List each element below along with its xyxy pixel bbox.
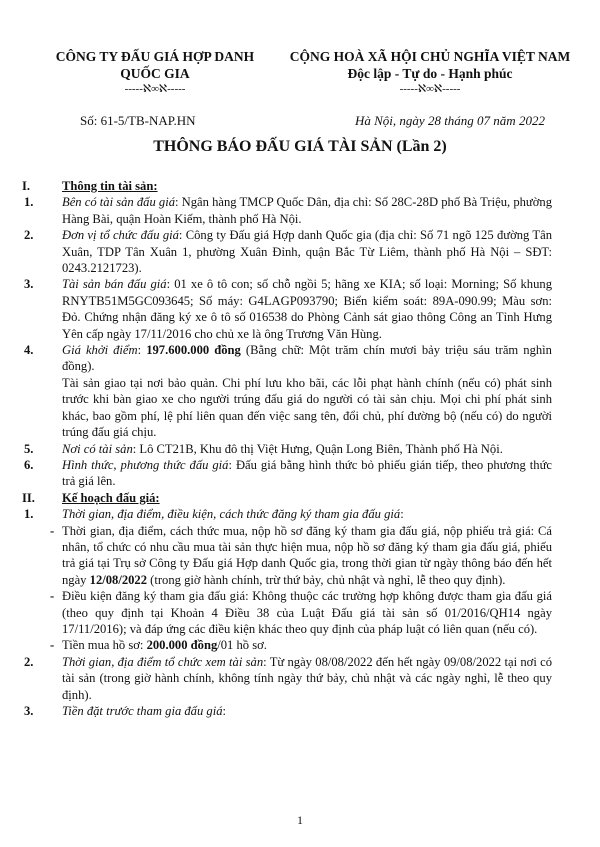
deadline-date: 12/08/2022	[89, 572, 148, 587]
item-label: Tài sản bán đấu giá	[62, 277, 167, 292]
reference-number: Số: 61-5/TB-NAP.HN	[80, 113, 196, 128]
national-title: CỘNG HOÀ XÃ HỘI CHỦ NGHĨA VIỆT NAM	[289, 49, 571, 64]
bullet-dash: -	[50, 523, 55, 538]
item-number: 4.	[24, 343, 34, 358]
item-label: Đơn vị tổ chức đấu giá	[62, 228, 179, 243]
section-title: Kế hoạch đấu giá:	[62, 490, 160, 505]
header-ornament-left: -----ℵ∞ℵ-----	[124, 83, 186, 95]
item-label: Bên có tài sản đấu giá	[62, 195, 175, 210]
item-number: 1.	[24, 507, 34, 522]
item-extra-text: Tài sản giao tại nơi bảo quản. Chi phí lưu kho bãi, các lỗi phạt hành chính (nếu có) phát sinh trước khi bàn giao xe cho người trúng đấu giá do người có tài sản chịu. Mọi chi phí phát sinh khác, bao gồm phí, lệ phí liên quan đến việc sang tên, đổi chủ, phí đường bộ (nếu có) do người trúng đấu giá chịu.	[62, 375, 552, 440]
item-label: Thời gian, địa điểm, điều kiện, cách thức đăng ký tham gia đấu giá	[62, 507, 401, 522]
list-item	[24, 227, 553, 276]
section-number: II.	[22, 490, 35, 505]
item-label: Tiền đặt trước tham gia đấu giá	[62, 704, 223, 718]
item-number: 6.	[24, 457, 34, 472]
list-item	[24, 276, 552, 342]
bullet-text: Điều kiện đăng ký tham gia đấu giá: Không thuộc các trường hợp không được tham gia đấu giá (theo quy định tại Khoản 4 Điều 38 của Luật Đấu giá tài sản số 01/2016/QH14 ngày 17/11/2016); và đáp ứng các điều kiện khác theo quy định của pháp luật có liên quan (nếu có).	[62, 589, 552, 636]
item-label: Nơi có tài sản	[62, 441, 133, 456]
item-text: : 01 xe ô tô con; số chỗ ngồi 5; hãng xe KIA; số loại: Morning; Số khung RNYTB51M5GC093645; Số máy: G4LAGP093790; Biển kiểm soát: 89A-090.99; Màu sơn: Đỏ. Chứng nhận đăng ký xe ô tô số 016538 do Phòng Cảnh sát giao thông Công an Tỉnh Hưng Yên cấp ngày 17/11/2016 cho chủ xe là ông Trương Văn Hùng.	[62, 277, 552, 341]
item-number: 3.	[24, 704, 34, 718]
bullet-item	[50, 637, 552, 653]
bullet-dash: -	[50, 589, 55, 604]
bullet-item	[50, 588, 552, 637]
item-label: Giá khởi điểm	[62, 343, 138, 358]
header-ornament-right: -----ℵ∞ℵ-----	[399, 83, 461, 95]
section-heading	[22, 490, 552, 506]
document-body	[22, 178, 553, 719]
list-item	[24, 654, 553, 703]
item-colon: :	[400, 507, 404, 522]
national-motto: Độc lập - Tự do - Hạnh phúc	[347, 66, 513, 81]
list-item	[24, 506, 552, 522]
bullet-text: Tiền mua hồ sơ:	[62, 638, 147, 653]
bullet-item	[50, 523, 552, 589]
bullet-text-end: /01 hồ sơ.	[217, 638, 267, 653]
company-name-line2: QUỐC GIA	[120, 66, 190, 81]
section-number: I.	[22, 179, 31, 193]
bullet-text-end: (trong giờ hành chính, trừ thứ bảy, chủ nhật và nghỉ, lễ theo quy định).	[147, 572, 506, 587]
document-date: Hà Nội, ngày 28 tháng 07 năm 2022	[355, 113, 545, 128]
starting-price: 197.600.000 đồng	[146, 343, 241, 358]
company-header	[40, 48, 270, 96]
item-colon: :	[222, 704, 227, 718]
dossier-fee: 200.000 đồng	[146, 638, 218, 653]
item-number: 2.	[24, 654, 34, 669]
item-label: Thời gian, địa điểm tổ chức xem tài sản	[62, 654, 264, 669]
item-number: 1.	[24, 195, 34, 210]
item-text: : Công ty Đấu giá Hợp danh Quốc gia (địa chỉ: Số 71 ngõ 125 đường Tân Xuân, TDP Tân Xuân 1, phường Xuân Đỉnh, quận Bắc Từ Liêm, thành phố Hà Nội – SĐT: 0243.2121723).	[62, 228, 553, 276]
national-header	[275, 48, 585, 96]
item-text: : Từ ngày 08/08/2022 đến hết ngày 09/08/2022 tại nơi có tài sản (trong giờ hành chính, không tính ngày thứ bảy, chủ nhật và các ngày nghỉ, lễ theo quy định).	[62, 654, 553, 702]
item-text: : Ngân hàng TMCP Quốc Dân, địa chỉ: Số 28C-28D phố Bà Triệu, phường Hàng Bài, quận Hoàn Kiếm, thành phố Hà Nội.	[62, 195, 552, 226]
section-heading	[22, 178, 552, 194]
item-number: 5.	[24, 441, 34, 456]
list-item	[24, 194, 552, 227]
section-title: Thông tin tài sản:	[62, 179, 158, 193]
item-text: (Bằng chữ: Một trăm chín mươi bảy triệu sáu trăm nghìn đồng).	[62, 343, 552, 374]
list-item	[24, 703, 552, 719]
item-label: Hình thức, phương thức đấu giá	[62, 457, 229, 472]
company-name-line1: CÔNG TY ĐẤU GIÁ HỢP DANH	[55, 49, 255, 64]
item-number: 3.	[24, 277, 34, 292]
document-title: THÔNG BÁO ĐẤU GIÁ TÀI SẢN (Lần 2)	[153, 138, 447, 155]
item-text: : Lô CT21B, Khu đô thị Việt Hưng, Quận Long Biên, Thành phố Hà Nội.	[132, 441, 503, 456]
list-item	[24, 441, 552, 457]
list-item	[24, 457, 552, 490]
item-number: 2.	[24, 228, 34, 243]
bullet-dash: -	[50, 638, 55, 653]
page-number: 1	[297, 813, 303, 827]
item-text: : Đấu giá bằng hình thức bỏ phiếu gián tiếp, theo phương thức trả giá lên.	[62, 457, 552, 489]
list-item: 4. Giá khởi điểm: 197.600.000 đồng (Bằng chữ: Một trăm chín mươi bảy triệu sáu trăm nghìn đồng). Tài sản giao tại nơi bảo quản. Chi phí lưu kho bãi, các lỗi phạt hành chính (nếu có) phát sinh trước khi bàn giao xe cho người trúng đấu giá do người có tài sản chịu. Mọi chi phí phát sinh khác, bao gồm phí, lệ phí liên quan đến việc sang tên, đổi chủ, phí đường bộ (nếu có) do người trúng đấu giá chịu.	[24, 343, 552, 440]
bullet-text: Thời gian, địa điểm, cách thức mua, nộp hồ sơ đăng ký tham gia đấu giá, nộp phiếu trả giá: Cá nhân, tổ chức có nhu cầu mua tài sản thực hiện mua, nộp hồ sơ đăng ký tham gia đấu giá, phiếu trả giá tại Trụ sở Công ty Đấu giá Hợp danh Quốc gia, trong thời gian từ ngày thông báo đến hết ngày	[62, 523, 552, 587]
